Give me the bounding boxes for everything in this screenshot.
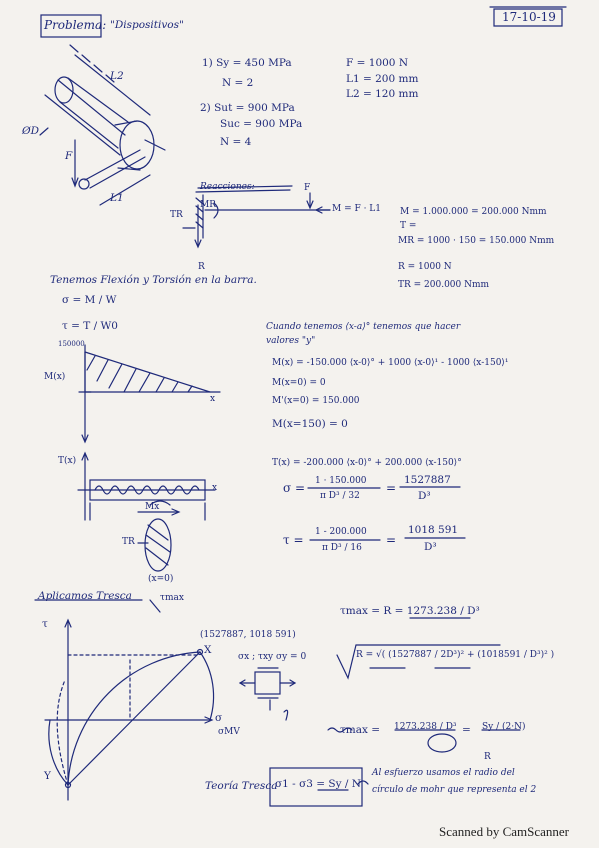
singularity-note-1: Cuando tenemos ⟨x-a⟩° tenemos que hacer bbox=[266, 322, 461, 332]
sigma-den: π D³ / 32 bbox=[320, 491, 360, 501]
theory-label: Teoría Tresca bbox=[205, 780, 278, 792]
moment-eq-3: M'(x=0) = 150.000 bbox=[272, 396, 360, 406]
reactions-title: Reacciones: bbox=[200, 182, 255, 192]
reaction-result-2: T = bbox=[400, 221, 417, 231]
tau-max-eq2-mid: 1273.238 / D³ bbox=[394, 722, 457, 732]
reaction-result-3: MR = 1000 · 150 = 150.000 Nmm bbox=[398, 236, 555, 246]
reactions-M-eq: M = F · L1 bbox=[332, 204, 382, 214]
torsion-label: TR bbox=[122, 537, 135, 547]
moment-eq-4: M(x=150) = 0 bbox=[272, 418, 348, 430]
sigma-res-num: 1527887 bbox=[404, 474, 451, 486]
case2-line3: N = 4 bbox=[220, 136, 252, 148]
tresca-point: (1527887, 1018 591) bbox=[200, 630, 296, 640]
formula-sigma: σ = M / W bbox=[62, 294, 117, 306]
tresca-tau-max: τmax bbox=[160, 593, 184, 603]
tresca-sigma-axis: σ bbox=[215, 712, 223, 724]
tau-max-eq2-eq: = bbox=[462, 724, 471, 736]
moment-x-label: x bbox=[210, 394, 216, 404]
reactions-F: F bbox=[304, 183, 311, 193]
load-F: F = 1000 N bbox=[346, 57, 409, 69]
tau-res-num: 1018 591 bbox=[408, 524, 459, 536]
bending-label: Mx bbox=[145, 502, 160, 512]
reaction-result-4: R = 1000 N bbox=[398, 262, 452, 272]
R-label: R bbox=[484, 752, 491, 762]
moment-value: 150000 bbox=[58, 340, 85, 348]
tau-max-eq2-lhs: τmax = bbox=[340, 724, 381, 736]
reaction-fbd bbox=[183, 186, 330, 247]
section-label: (x=0) bbox=[148, 574, 174, 584]
reactions-R: R bbox=[198, 262, 205, 272]
tresca-note-1: Al esfuerzo usamos el radio del bbox=[372, 768, 515, 778]
reaction-result-1: M = 1.000.000 = 200.000 Nmm bbox=[400, 207, 547, 217]
load-L1: L1 = 200 mm bbox=[346, 73, 419, 85]
theory-box-text: σ1 - σ3 = Sy / N bbox=[275, 778, 361, 790]
title-text: "Dispositivos" bbox=[110, 19, 184, 31]
tresca-Y: Y bbox=[44, 770, 51, 782]
tresca-title: Aplicamos Tresca bbox=[38, 590, 132, 602]
reactions-TR: TR bbox=[170, 210, 183, 220]
label-L1: L1 bbox=[110, 192, 124, 204]
tresca-X: X bbox=[204, 644, 212, 656]
tau-lhs: τ = bbox=[283, 533, 304, 547]
sigma-res-den: D³ bbox=[418, 490, 431, 502]
R-eq: R = √( (1527887 / 2D³)² + (1018591 / D³)² ) bbox=[356, 650, 555, 660]
device-sketch bbox=[40, 45, 165, 205]
formula-tau: τ = T / W0 bbox=[62, 320, 118, 332]
date: 17-10-19 bbox=[502, 10, 556, 24]
tau-res-den: D³ bbox=[424, 541, 437, 553]
tresca-tau-axis: τ bbox=[42, 618, 48, 630]
title-label: Problema: bbox=[44, 18, 107, 32]
moment-axis-label: M(x) bbox=[44, 372, 66, 382]
label-L2: L2 bbox=[110, 70, 124, 82]
case2-line2: Suc = 900 MPa bbox=[220, 118, 303, 130]
label-D: ØD bbox=[22, 125, 40, 137]
label-F: F bbox=[65, 150, 73, 162]
reaction-result-5: TR = 200.000 Nmm bbox=[398, 280, 490, 290]
moment-eq-1: M(x) = -150.000 ⟨x-0⟩° + 1000 ⟨x-0⟩¹ - 1000 ⟨x-150⟩¹ bbox=[272, 358, 509, 368]
torque-x-label: x bbox=[212, 483, 218, 493]
mohr-circle bbox=[35, 600, 214, 800]
reactions-MR: MR bbox=[200, 200, 216, 210]
torque-axis-label: T(x) bbox=[58, 456, 77, 466]
sigma-equals: = bbox=[386, 481, 397, 495]
tau-num: 1 - 200.000 bbox=[315, 527, 367, 537]
tau-max-eq: τmax = R = 1273.238 / D³ bbox=[340, 605, 480, 617]
case2-line1: 2) Sut = 900 MPa bbox=[200, 102, 295, 114]
moment-eq-2: M(x=0) = 0 bbox=[272, 378, 326, 388]
tresca-sigma-mv: σMV bbox=[218, 727, 240, 737]
stress-note: Tenemos Flexión y Torsión en la barra. bbox=[50, 274, 257, 286]
case1-line2: N = 2 bbox=[222, 77, 254, 89]
torque-diagram bbox=[78, 453, 218, 571]
tresca-note-2: círculo de mohr que representa el 2 bbox=[372, 785, 537, 795]
sigma-num: 1 · 150.000 bbox=[315, 476, 367, 486]
moment-diagram bbox=[79, 345, 220, 442]
tau-max-eq2-rhs: Sy / (2·N) bbox=[482, 722, 526, 732]
tresca-point-cond: σx ; τxy σy = 0 bbox=[238, 652, 307, 662]
sigma-lhs: σ = bbox=[283, 481, 306, 495]
tau-den: π D³ / 16 bbox=[322, 543, 362, 553]
scanner-footer: Scanned by CamScanner bbox=[439, 824, 569, 839]
stress-element bbox=[240, 668, 295, 720]
singularity-note-2: valores "y" bbox=[266, 336, 316, 346]
torque-eq: T(x) = -200.000 ⟨x-0⟩° + 200.000 ⟨x-150⟩° bbox=[272, 458, 462, 468]
tau-equals: = bbox=[386, 533, 397, 547]
load-L2: L2 = 120 mm bbox=[346, 88, 419, 100]
case1-line1: 1) Sy = 450 MPa bbox=[202, 57, 292, 69]
